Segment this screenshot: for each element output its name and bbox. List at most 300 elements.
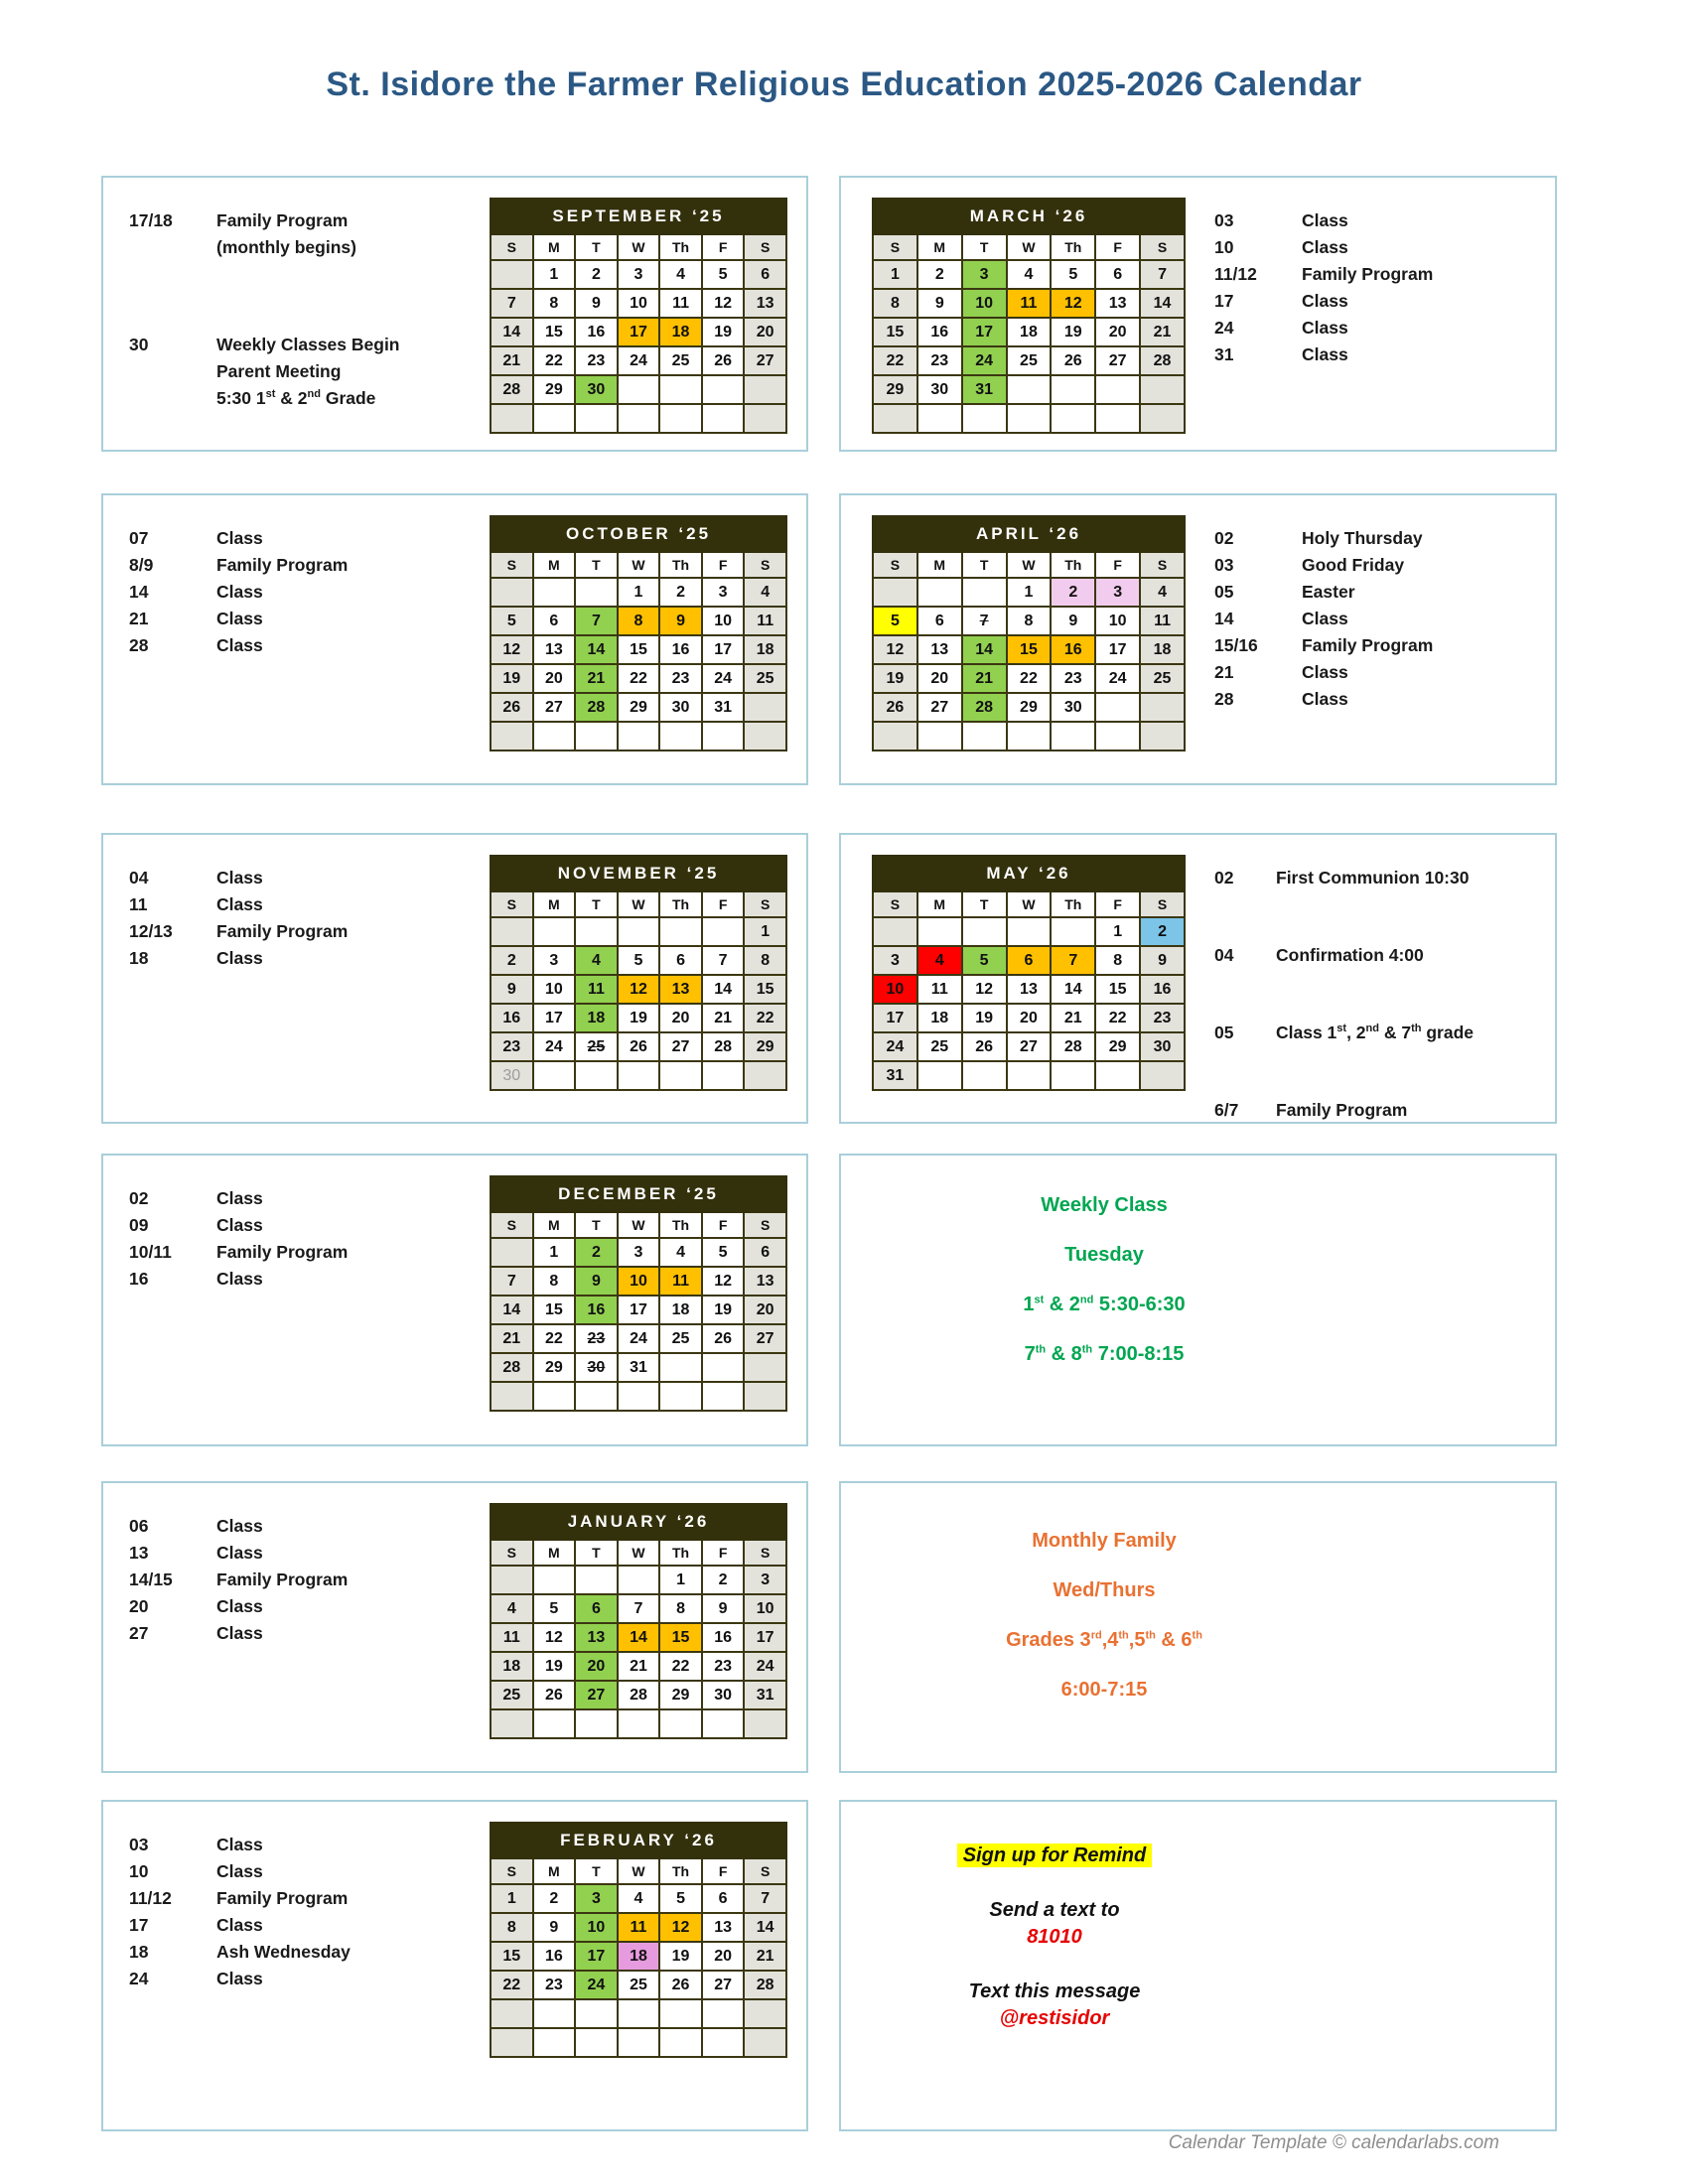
- day-cell: 16: [491, 1004, 533, 1032]
- day-cell: 27: [744, 346, 786, 375]
- weekday-label: Th: [1051, 891, 1095, 917]
- day-cell: 11: [1007, 289, 1052, 318]
- day-cell: 22: [533, 346, 576, 375]
- note-text: Class: [216, 635, 263, 655]
- calendar-march: [872, 198, 1186, 434]
- page-title: St. Isidore the Farmer Religious Education 2025-2026 Calendar: [326, 66, 1362, 103]
- day-cell: 12: [533, 1623, 576, 1652]
- weekday-label: F: [702, 552, 745, 578]
- weekday-label: F: [702, 1540, 745, 1566]
- day-cell: 6: [1007, 946, 1052, 975]
- note-text: Class: [216, 894, 263, 914]
- day-cell: 30: [491, 1061, 533, 1090]
- note-item: [1214, 288, 1552, 315]
- day-cell: 5: [533, 1594, 576, 1623]
- day-cell: 29: [1007, 693, 1052, 722]
- note-date: 6/7: [1214, 1100, 1239, 1120]
- day-cell: 11: [917, 975, 962, 1004]
- day-cell: 6: [744, 260, 786, 289]
- day-cell: 11: [659, 289, 702, 318]
- note-date: 12/13: [129, 921, 173, 941]
- day-cell: 24: [873, 1032, 917, 1061]
- day-cell: [917, 917, 962, 946]
- day-cell: 5: [962, 946, 1007, 975]
- day-cell: [618, 1709, 660, 1738]
- day-cell: 17: [962, 318, 1007, 346]
- day-cell: [618, 1061, 660, 1090]
- weekday-label: S: [873, 552, 917, 578]
- day-cell: 8: [1007, 607, 1052, 635]
- note-date: 07: [129, 528, 149, 548]
- note-date: 11/12: [129, 1888, 172, 1908]
- note-date: 02: [1214, 868, 1234, 887]
- day-cell: [1095, 375, 1140, 404]
- note-date: 02: [1214, 528, 1234, 548]
- weekday-label: Th: [659, 1212, 702, 1238]
- day-cell: [1051, 1061, 1095, 1090]
- note-date: 05: [1214, 582, 1234, 602]
- day-cell: 25: [1140, 664, 1185, 693]
- info-line: Text this message: [968, 1980, 1141, 2002]
- day-cell: 26: [659, 1971, 702, 1999]
- day-cell: 4: [1007, 260, 1052, 289]
- day-cell: 12: [491, 635, 533, 664]
- day-cell: [702, 375, 745, 404]
- day-cell: 13: [575, 1623, 618, 1652]
- day-cell: 17: [702, 635, 745, 664]
- day-cell: [702, 1382, 745, 1411]
- info-line: 81010: [1027, 1926, 1082, 1948]
- info-line: Weekly Class: [1041, 1194, 1168, 1216]
- day-cell: 29: [744, 1032, 786, 1061]
- note-text: Weekly Classes Begin: [216, 335, 400, 354]
- panel-row6-right: [839, 1800, 1557, 2131]
- weekday-label: S: [491, 552, 533, 578]
- day-cell: 13: [917, 635, 962, 664]
- weekday-label: Th: [659, 234, 702, 260]
- day-cell: [1140, 693, 1185, 722]
- day-cell: 17: [873, 1004, 917, 1032]
- info-line: 1st & 2nd 5:30-6:30: [1023, 1294, 1186, 1315]
- day-cell: 10: [873, 975, 917, 1004]
- note-text: 5:30 1st & 2nd Grade: [216, 388, 376, 408]
- day-cell: [744, 1999, 786, 2028]
- weekday-label: T: [575, 234, 618, 260]
- day-cell: 3: [575, 1884, 618, 1913]
- day-cell: 23: [1140, 1004, 1185, 1032]
- day-cell: 16: [533, 1942, 576, 1971]
- day-cell: 31: [618, 1353, 660, 1382]
- day-cell: [702, 1709, 745, 1738]
- day-cell: 8: [1095, 946, 1140, 975]
- day-cell: [491, 917, 533, 946]
- note-text: Class: [216, 1516, 263, 1536]
- day-cell: 5: [491, 607, 533, 635]
- note-item: [129, 1858, 477, 1885]
- day-cell: 6: [702, 1884, 745, 1913]
- panel-row3-right: [839, 833, 1557, 1124]
- day-cell: 11: [618, 1913, 660, 1942]
- note-item: [129, 1620, 477, 1647]
- panel-row1-right: [839, 176, 1557, 452]
- day-cell: [575, 1382, 618, 1411]
- day-cell: 1: [659, 1566, 702, 1594]
- note-date: 21: [1214, 662, 1234, 682]
- day-cell: 12: [1051, 289, 1095, 318]
- day-cell: 8: [491, 1913, 533, 1942]
- note-item: [129, 1939, 477, 1966]
- day-cell: [917, 404, 962, 433]
- note-item: [129, 891, 477, 918]
- day-cell: 26: [962, 1032, 1007, 1061]
- day-cell: 2: [491, 946, 533, 975]
- note-item: [1214, 659, 1552, 686]
- note-text: Class: [216, 948, 263, 968]
- day-cell: [533, 1061, 576, 1090]
- day-cell: [659, 404, 702, 433]
- day-cell: 5: [702, 1238, 745, 1267]
- weekday-label: F: [702, 891, 745, 917]
- day-cell: [533, 1382, 576, 1411]
- day-cell: 17: [618, 1296, 660, 1324]
- day-cell: 18: [744, 635, 786, 664]
- day-cell: 7: [618, 1594, 660, 1623]
- note-text: Family Program: [216, 1888, 349, 1908]
- weekday-label: S: [491, 891, 533, 917]
- note-item: [129, 918, 477, 945]
- day-cell: 23: [575, 1324, 618, 1353]
- day-cell: 30: [575, 1353, 618, 1382]
- day-cell: 9: [533, 1913, 576, 1942]
- day-cell: 27: [744, 1324, 786, 1353]
- month-title: MAY ‘26: [873, 856, 1185, 891]
- weekday-label: S: [491, 234, 533, 260]
- day-cell: 2: [659, 578, 702, 607]
- weekday-label: W: [1007, 891, 1052, 917]
- note-date: 14: [1214, 609, 1234, 628]
- day-cell: 10: [744, 1594, 786, 1623]
- note-item: [129, 1212, 477, 1239]
- day-cell: [659, 1709, 702, 1738]
- day-cell: [962, 1061, 1007, 1090]
- day-cell: 25: [659, 1324, 702, 1353]
- note-date: 20: [129, 1596, 149, 1616]
- day-cell: [491, 1566, 533, 1594]
- day-cell: 3: [1095, 578, 1140, 607]
- weekday-label: M: [533, 234, 576, 260]
- note-text: Family Program: [1302, 635, 1434, 655]
- day-cell: [1007, 404, 1052, 433]
- day-cell: 21: [702, 1004, 745, 1032]
- day-cell: 10: [618, 1267, 660, 1296]
- day-cell: 20: [702, 1942, 745, 1971]
- day-cell: [1051, 722, 1095, 751]
- day-cell: [491, 1238, 533, 1267]
- note-item: [129, 865, 477, 891]
- day-cell: [702, 722, 745, 751]
- weekday-label: F: [702, 1212, 745, 1238]
- note-item: [129, 332, 477, 412]
- month-title: OCTOBER ‘25: [491, 516, 786, 552]
- weekday-label: Th: [659, 552, 702, 578]
- day-cell: 24: [744, 1652, 786, 1681]
- day-cell: 6: [1095, 260, 1140, 289]
- day-cell: 16: [659, 635, 702, 664]
- day-cell: 19: [702, 1296, 745, 1324]
- day-cell: 28: [962, 693, 1007, 722]
- day-cell: 29: [1095, 1032, 1140, 1061]
- day-cell: [491, 1999, 533, 2028]
- day-cell: 4: [618, 1884, 660, 1913]
- notes-march: [1214, 207, 1552, 368]
- note-text: Class 1st, 2nd & 7th grade: [1276, 1023, 1475, 1042]
- note-text: Class: [1302, 344, 1348, 364]
- day-cell: [659, 722, 702, 751]
- day-cell: [962, 578, 1007, 607]
- day-cell: 5: [659, 1884, 702, 1913]
- day-cell: [873, 578, 917, 607]
- day-cell: [618, 404, 660, 433]
- day-cell: [618, 917, 660, 946]
- weekday-label: S: [491, 1858, 533, 1884]
- day-cell: 8: [533, 1267, 576, 1296]
- note-text: Family Program: [216, 1570, 349, 1589]
- day-cell: 14: [618, 1623, 660, 1652]
- weekday-label: S: [744, 1540, 786, 1566]
- panel-row1-left: [101, 176, 808, 452]
- day-cell: 7: [575, 607, 618, 635]
- note-text: Class: [1302, 318, 1348, 338]
- weekday-label: W: [618, 234, 660, 260]
- note-text: Class: [1302, 237, 1348, 257]
- weekday-label: Th: [659, 1540, 702, 1566]
- day-cell: 20: [659, 1004, 702, 1032]
- note-text: Class: [216, 1596, 263, 1616]
- day-cell: 1: [873, 260, 917, 289]
- note-date: 13: [129, 1543, 149, 1563]
- note-text: Good Friday: [1302, 555, 1405, 575]
- day-cell: [1051, 917, 1095, 946]
- day-cell: [533, 917, 576, 946]
- day-cell: [702, 917, 745, 946]
- day-cell: 30: [575, 375, 618, 404]
- day-cell: 28: [1140, 346, 1185, 375]
- note-item: [1214, 552, 1552, 579]
- day-cell: 24: [618, 346, 660, 375]
- panel-row4-right: [839, 1154, 1557, 1446]
- weekday-label: S: [744, 234, 786, 260]
- calendar-february: [490, 1822, 787, 2058]
- weekday-label: Th: [659, 891, 702, 917]
- day-cell: [533, 1709, 576, 1738]
- note-item: [129, 525, 477, 552]
- day-cell: 16: [1051, 635, 1095, 664]
- day-cell: 12: [962, 975, 1007, 1004]
- weekday-label: W: [618, 1212, 660, 1238]
- day-cell: 12: [659, 1913, 702, 1942]
- weekday-label: Th: [659, 1858, 702, 1884]
- day-cell: 22: [491, 1971, 533, 1999]
- note-text: Family Program: [216, 210, 349, 230]
- month-title: APRIL ‘26: [873, 516, 1185, 552]
- note-text: Ash Wednesday: [216, 1942, 351, 1962]
- day-cell: 19: [618, 1004, 660, 1032]
- day-cell: 17: [744, 1623, 786, 1652]
- day-cell: 3: [873, 946, 917, 975]
- day-cell: [659, 375, 702, 404]
- day-cell: [873, 917, 917, 946]
- day-cell: 21: [575, 664, 618, 693]
- day-cell: [1051, 375, 1095, 404]
- day-cell: [533, 2028, 576, 2057]
- day-cell: 2: [575, 260, 618, 289]
- weekday-label: M: [917, 891, 962, 917]
- day-cell: [744, 1061, 786, 1090]
- day-cell: [1140, 375, 1185, 404]
- note-item: [129, 207, 477, 261]
- day-cell: [491, 722, 533, 751]
- note-text: Class: [216, 1835, 263, 1854]
- note-text: Class: [216, 868, 263, 887]
- day-cell: 4: [491, 1594, 533, 1623]
- day-cell: 11: [575, 975, 618, 1004]
- info-line: @restisidor: [999, 2007, 1110, 2029]
- day-cell: 26: [702, 346, 745, 375]
- weekday-label: M: [533, 1858, 576, 1884]
- day-cell: 26: [618, 1032, 660, 1061]
- note-item: [129, 1912, 477, 1939]
- day-cell: [575, 1061, 618, 1090]
- note-text: Class: [216, 1215, 263, 1235]
- calendar-november: [490, 855, 787, 1091]
- day-cell: 27: [533, 693, 576, 722]
- note-date: 16: [129, 1269, 149, 1289]
- note-date: 05: [1214, 1023, 1234, 1042]
- day-cell: [659, 917, 702, 946]
- note-text: Class: [216, 1915, 263, 1935]
- day-cell: 14: [702, 975, 745, 1004]
- day-cell: 6: [917, 607, 962, 635]
- day-cell: 3: [962, 260, 1007, 289]
- note-text: Class: [1302, 210, 1348, 230]
- day-cell: 30: [917, 375, 962, 404]
- calendar-may: [872, 855, 1186, 1091]
- day-cell: 24: [533, 1032, 576, 1061]
- day-cell: 19: [702, 318, 745, 346]
- weekday-label: T: [962, 891, 1007, 917]
- note-item: [129, 606, 477, 632]
- note-text: Class: [216, 1623, 263, 1643]
- day-cell: 20: [1007, 1004, 1052, 1032]
- day-cell: [1095, 1061, 1140, 1090]
- note-item: [1214, 341, 1552, 368]
- day-cell: [618, 375, 660, 404]
- weekday-label: T: [575, 891, 618, 917]
- day-cell: 5: [618, 946, 660, 975]
- day-cell: 10: [1095, 607, 1140, 635]
- day-cell: 7: [1051, 946, 1095, 975]
- day-cell: 27: [702, 1971, 745, 1999]
- day-cell: 2: [533, 1884, 576, 1913]
- note-item: [129, 1266, 477, 1293]
- day-cell: [702, 1061, 745, 1090]
- day-cell: 9: [491, 975, 533, 1004]
- day-cell: 30: [1140, 1032, 1185, 1061]
- day-cell: 14: [962, 635, 1007, 664]
- day-cell: 23: [917, 346, 962, 375]
- day-cell: 23: [533, 1971, 576, 1999]
- info-line: Monthly Family: [1032, 1530, 1177, 1552]
- day-cell: 1: [744, 917, 786, 946]
- note-text: Class: [1302, 609, 1348, 628]
- day-cell: 4: [659, 260, 702, 289]
- info-line: Grades 3rd,4th,5th & 6th: [1006, 1629, 1202, 1651]
- day-cell: 19: [491, 664, 533, 693]
- day-cell: 8: [659, 1594, 702, 1623]
- weekday-label: M: [533, 552, 576, 578]
- day-cell: 10: [702, 607, 745, 635]
- month-title: FEBRUARY ‘26: [491, 1823, 786, 1858]
- day-cell: [575, 2028, 618, 2057]
- day-cell: [744, 404, 786, 433]
- day-cell: 7: [491, 289, 533, 318]
- day-cell: [1007, 917, 1052, 946]
- day-cell: 8: [744, 946, 786, 975]
- day-cell: 13: [744, 1267, 786, 1296]
- note-date: 28: [1214, 689, 1234, 709]
- notes-october: [129, 525, 477, 659]
- day-cell: [575, 578, 618, 607]
- notes-september: [129, 207, 477, 412]
- calendar-december: [490, 1175, 787, 1412]
- panel-row2-left: [101, 493, 808, 785]
- day-cell: [873, 404, 917, 433]
- panel-row6-left: [101, 1800, 808, 2131]
- day-cell: 29: [533, 1353, 576, 1382]
- day-cell: [1095, 693, 1140, 722]
- note-date: 06: [129, 1516, 149, 1536]
- weekday-label: F: [1095, 234, 1140, 260]
- panel-row3-left: [101, 833, 808, 1124]
- weekday-label: S: [491, 1540, 533, 1566]
- note-text: Holy Thursday: [1302, 528, 1423, 548]
- note-item: [1214, 525, 1552, 552]
- day-cell: 7: [744, 1884, 786, 1913]
- weekday-label: S: [1140, 552, 1185, 578]
- day-cell: [1140, 1061, 1185, 1090]
- day-cell: 20: [575, 1652, 618, 1681]
- day-cell: 8: [618, 607, 660, 635]
- info-line: Sign up for Remind: [841, 1843, 1268, 1867]
- day-cell: 29: [618, 693, 660, 722]
- weekday-label: W: [618, 1540, 660, 1566]
- note-date: 24: [1214, 318, 1234, 338]
- day-cell: 23: [1051, 664, 1095, 693]
- day-cell: 23: [491, 1032, 533, 1061]
- note-item: [129, 552, 477, 579]
- weekday-label: W: [618, 552, 660, 578]
- day-cell: 26: [533, 1681, 576, 1709]
- info-line: Send a text to: [989, 1899, 1120, 1921]
- day-cell: 22: [1007, 664, 1052, 693]
- day-cell: 2: [917, 260, 962, 289]
- day-cell: [917, 722, 962, 751]
- day-cell: 15: [744, 975, 786, 1004]
- day-cell: 22: [744, 1004, 786, 1032]
- month-title: NOVEMBER ‘25: [491, 856, 786, 891]
- info-line: Tuesday: [1064, 1244, 1144, 1266]
- weekday-label: T: [962, 234, 1007, 260]
